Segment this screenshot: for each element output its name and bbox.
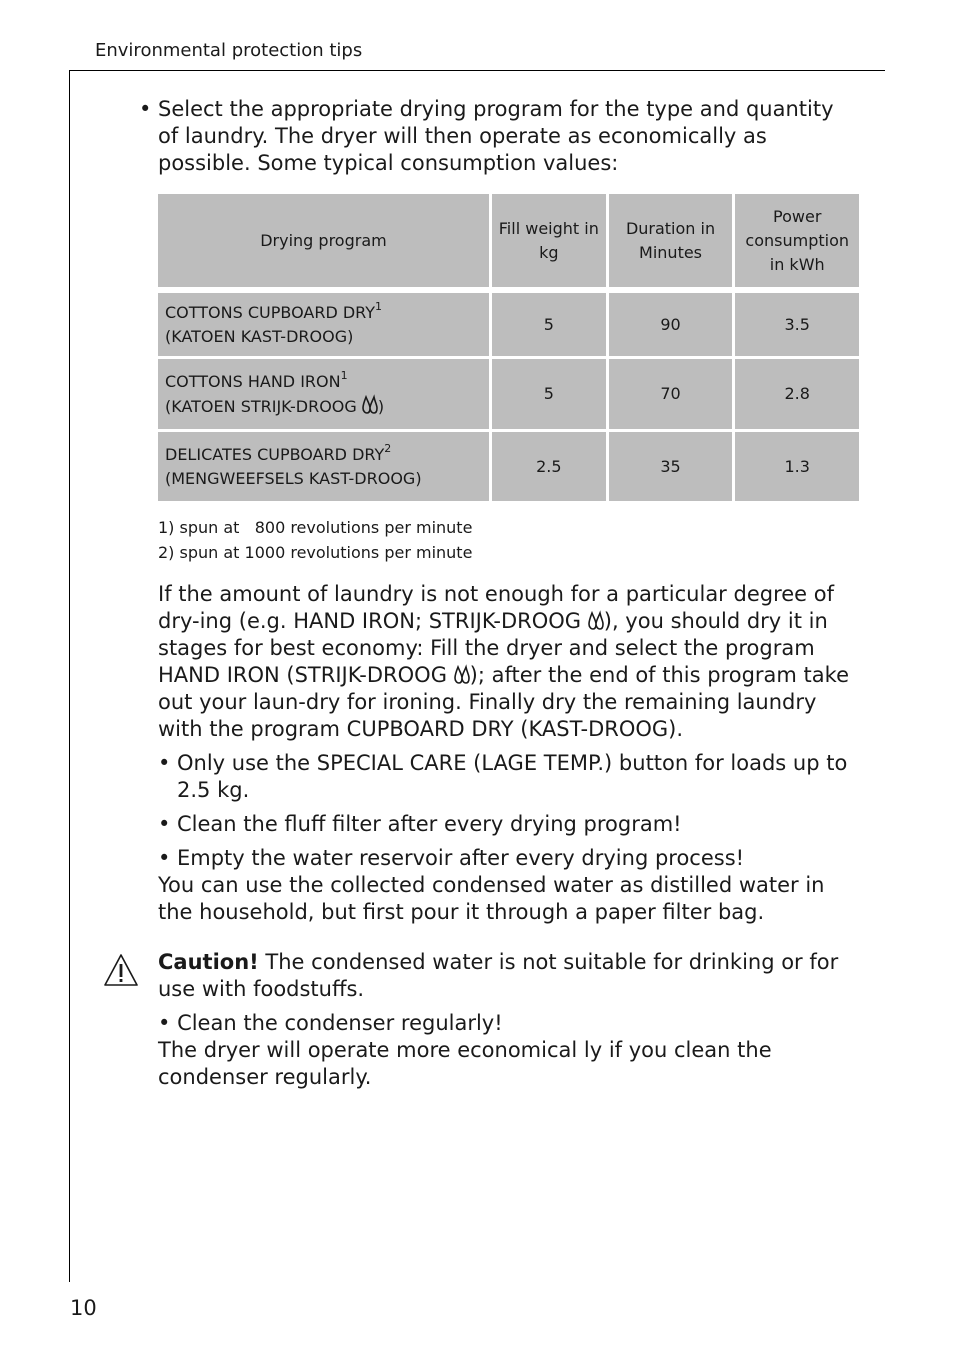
col-header-fill: Fill weight in kg — [492, 194, 609, 293]
program-cell — [158, 432, 492, 501]
fill-cell: 5 — [492, 359, 609, 432]
condenser-bullet-text: Clean the condenser regularly! — [177, 1011, 503, 1035]
condensed-water-paragraph: You can use the collected condensed water as distilled water in the household, but first pour it through a paper filter bag. — [158, 873, 825, 924]
table-row — [158, 432, 859, 501]
intro-paragraph: • Select the appropriate drying program for the type and quantity of laundry. The dryer will then operate as economically as possible. Some typical consumption values: — [158, 96, 860, 177]
stages-paragraph — [158, 581, 860, 743]
program-name-nl: (MENGWEEFSELS KAST-DROOG) — [165, 468, 422, 488]
stages-text-3: ); after the end of this program take out your laun-dry for ironing. Finally dry the remaining laundry with the program CUPBOARD DRY (KAST-DROOG). — [158, 663, 849, 741]
col-header-duration: Duration in Minutes — [609, 194, 736, 293]
stages-text-1: If the amount of laundry is not enough for a particular degree of dry-ing (e.g. HAND IRON; STRIJK-DROOG — [158, 582, 834, 633]
intro-section — [158, 96, 860, 177]
program-cell — [158, 359, 492, 432]
consumption-table — [158, 194, 859, 501]
program-cell — [158, 293, 492, 359]
bullet-special-care: • Only use the SPECIAL CARE (LAGE TEMP.) button for loads up to 2.5 kg. — [158, 750, 860, 804]
footnote-2: 2) spun at 1000 revolutions per minute — [158, 543, 473, 562]
iron-drops-icon — [362, 394, 378, 414]
program-name: COTTONS CUPBOARD DRY — [165, 302, 376, 322]
margin-rule — [69, 70, 70, 1282]
page-header: Environmental protection tips — [95, 40, 363, 61]
condenser-bullet: • Clean the condenser regularly! — [158, 1011, 503, 1035]
footnote-1: 1) spun at 800 revolutions per minute — [158, 518, 473, 537]
iron-drops-icon — [588, 610, 604, 630]
power-cell: 2.8 — [735, 359, 859, 432]
footnote-ref: 2 — [384, 442, 392, 456]
caution-label: Caution! — [158, 950, 259, 974]
table-row — [158, 359, 859, 432]
duration-cell: 35 — [609, 432, 736, 501]
col-header-program: Drying program — [158, 194, 492, 293]
bullet-water-reservoir: • Empty the water reservoir after every drying process! — [158, 845, 860, 872]
condenser-paragraph: The dryer will operate more economical ly if you clean the condenser regularly. — [158, 1038, 772, 1089]
fill-cell: 5 — [492, 293, 609, 359]
table-header-row — [158, 194, 859, 293]
footnote-ref: 1 — [340, 369, 348, 383]
program-name-nl: (KATOEN KAST-DROOG) — [165, 326, 354, 346]
program-name: DELICATES CUPBOARD DRY — [165, 444, 385, 464]
caution-text: The condensed water is not suitable for drinking or for use with foodstuffs. — [158, 950, 839, 1001]
page-number: 10 — [70, 1296, 97, 1320]
program-name: COTTONS HAND IRON — [165, 371, 341, 391]
footnote-ref: 1 — [375, 300, 383, 314]
table-row — [158, 293, 859, 359]
caution-section — [158, 949, 860, 1091]
program-name-nl: (KATOEN STRIJK-DROOG — [165, 396, 357, 416]
fill-cell: 2.5 — [492, 432, 609, 501]
power-cell: 1.3 — [735, 432, 859, 501]
iron-drops-icon — [454, 664, 470, 684]
stages-text-2: ), you should dry it in stages for best economy: Fill the dryer and select the program HAND IRON (STRIJK-DROOG — [158, 609, 828, 687]
header-rule — [69, 70, 885, 71]
col-header-power: Power consumption in kWh — [735, 194, 859, 293]
duration-cell: 90 — [609, 293, 736, 359]
warning-triangle-icon — [103, 952, 139, 988]
bullet-fluff-filter: • Clean the fluff filter after every drying program! — [158, 811, 860, 838]
duration-cell: 70 — [609, 359, 736, 432]
tips-section — [158, 581, 860, 926]
program-name-nl-end: ) — [377, 396, 385, 416]
caution-paragraph — [158, 949, 860, 1003]
power-cell: 3.5 — [735, 293, 859, 359]
